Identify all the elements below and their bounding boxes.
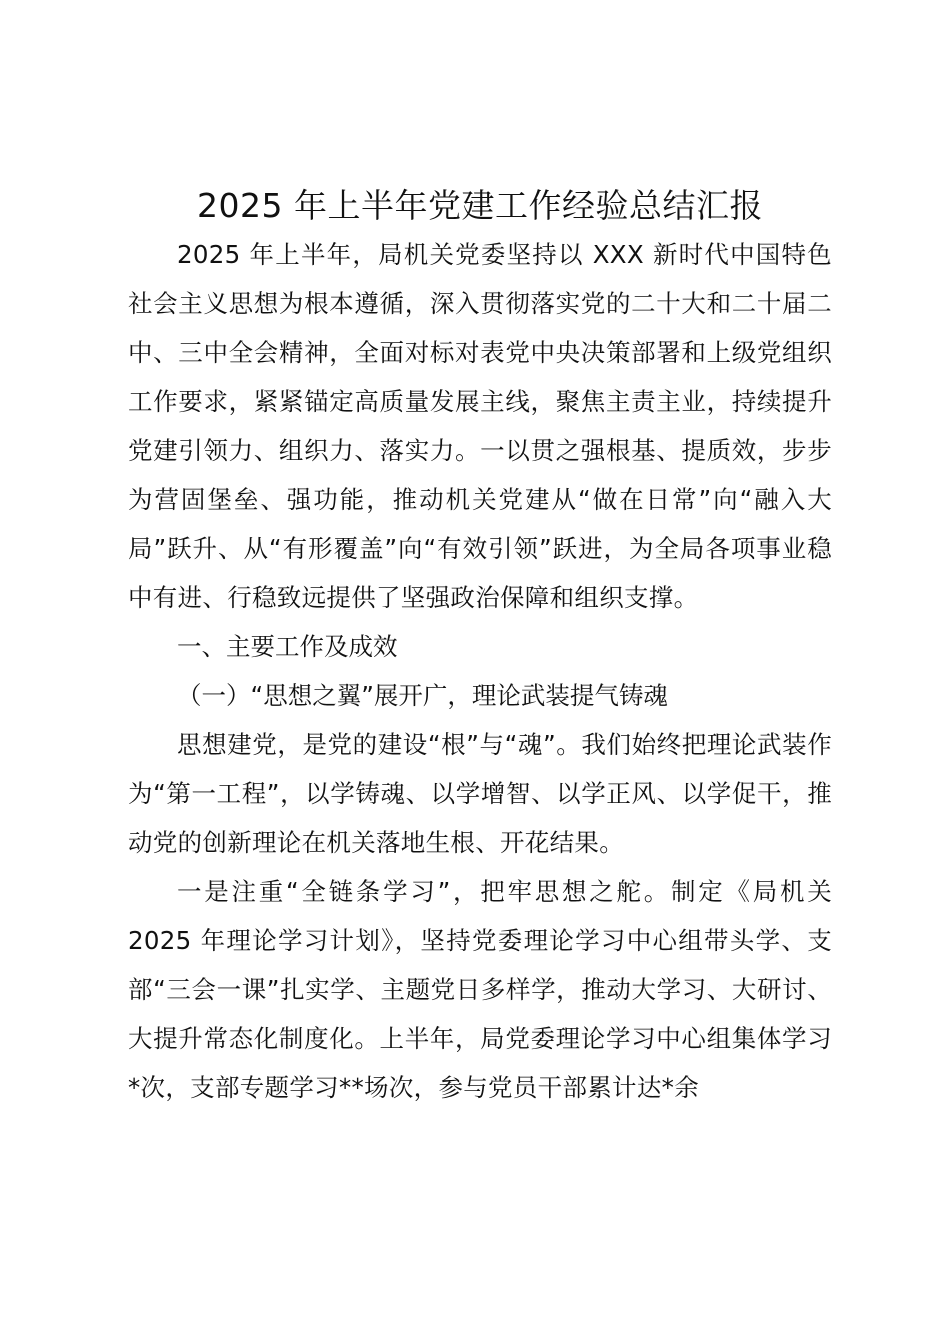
theory-paragraph: 思想建党，是党的建设“根”与“魂”。我们始终把理论武装作为“第一工程”，以学铸魂、以学增智、以学正风、以学促干，推动党的创新理论在机关落地生根、开花结果。: [128, 730, 832, 857]
document-page: [128, 182, 832, 1112]
study-paragraph: 一是注重“全链条学习”，把牢思想之舵。制定《局机关 2025 年理论学习计划》，坚持党委理论学习中心组带头学、支部“三会一课”扎实学、主题党日多样学，推动大学习、大研讨、大提升常态化制度化。上半年，局党委理论学习中心组集体学习*次，支部专题学习**场次，参与党员干部累计达*余: [128, 877, 832, 1102]
subsection-heading: （一）“思想之翼”展开广，理论武装提气铸魂: [177, 681, 668, 710]
document-title: 2025 年上半年党建工作经验总结汇报: [197, 186, 763, 225]
section-heading: 一、主要工作及成效: [177, 632, 398, 661]
intro-paragraph: 2025 年上半年，局机关党委坚持以 XXX 新时代中国特色社会主义思想为根本遵循，深入贯彻落实党的二十大和二十届二中、三中全会精神，全面对标对表党中央决策部署和上级党组织工作要求，紧紧锚定高质量发展主线，聚焦主责主业，持续提升党建引领力、组织力、落实力。一以贯之强根基、提质效，步步为营固堡垒、强功能，推动机关党建从“做在日常”向“融入大局”跃升、从“有形覆盖”向“有效引领”跃进，为全局各项事业稳中有进、行稳致远提供了坚强政治保障和组织支撑。: [128, 240, 832, 612]
